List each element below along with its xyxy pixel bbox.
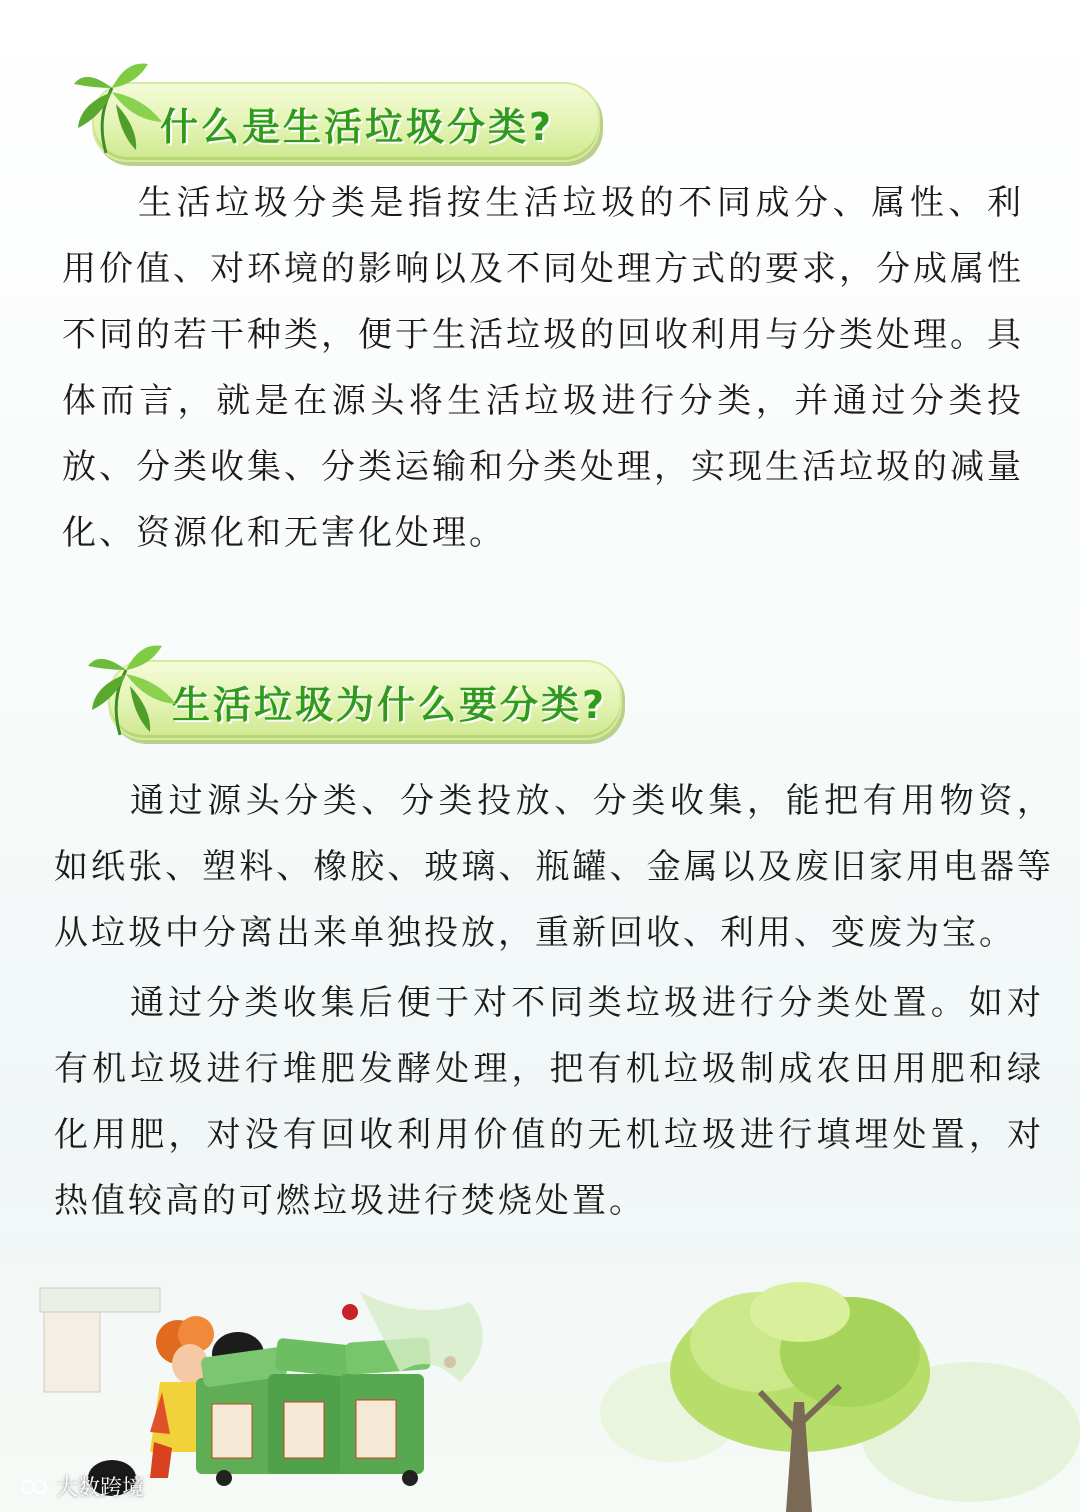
leaf-icon <box>66 58 176 158</box>
section-title-what-is: 什么是生活垃圾分类? <box>160 105 555 149</box>
leaf-icon <box>80 640 190 740</box>
section2-paragraph-1: 通过源头分类、分类投放、分类收集，能把有用物资，如纸张、塑料、橡胶、玻璃、瓶罐、金属以及废旧家用电器等从垃圾中分离出来单独投放，重新回收、利用、变废为宝。 <box>54 781 1054 953</box>
section1-paragraph: 生活垃圾分类是指按生活垃圾的不同成分、属性、利用价值、对环境的影响以及不同处理方式的要求，分成属性不同的若干种类，便于生活垃圾的回收利用与分类处理。具体而言，就是在源头将生活垃圾进行分类，并通过分类投放、分类收集、分类运输和分类处理，实现生活垃圾的减量化、资源化和无害化处理。 <box>62 183 1024 553</box>
section2-paragraph-2: 通过分类收集后便于对不同类垃圾进行分类处置。如对有机垃圾进行堆肥发酵处理，把有机垃圾制成农田用肥和绿化用肥，对没有回收利用价值的无机垃圾进行填埋处置，对热值较高的可燃垃圾进行焚烧处置。 <box>54 983 1044 1221</box>
tree-illustration <box>590 1282 1080 1512</box>
watermark-text: 大数跨境 <box>56 1476 145 1501</box>
watermark <box>20 1471 144 1502</box>
section-title-why: 生活垃圾为什么要分类? <box>172 683 608 727</box>
watermark-logo-icon <box>20 1476 50 1498</box>
